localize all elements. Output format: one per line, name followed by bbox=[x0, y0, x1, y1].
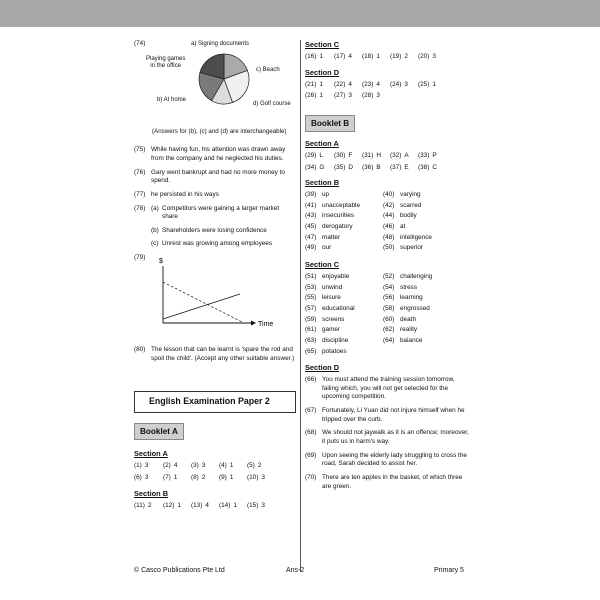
answer-text: We should not jaywalk as it is an offence; moreover, it puts us in harm's way. bbox=[322, 429, 469, 445]
answer-cell bbox=[305, 81, 334, 90]
answer-word: screens bbox=[322, 315, 345, 323]
answer-cell bbox=[134, 474, 163, 483]
footer-copyright: © Casco Publications Pte Ltd bbox=[134, 567, 225, 574]
booklet-b-section-a-answers bbox=[305, 152, 469, 172]
sentence-answer bbox=[305, 452, 469, 469]
section-a-title: Section A bbox=[134, 449, 168, 459]
question-number: (55) bbox=[305, 294, 317, 302]
booklet-b-header: Booklet B bbox=[305, 115, 355, 132]
answer-word: unwind bbox=[322, 283, 343, 291]
booklet-b bbox=[305, 115, 469, 491]
word-answer bbox=[383, 223, 469, 232]
question-number: (79) bbox=[134, 254, 146, 262]
answer-value: H bbox=[376, 151, 381, 159]
answer-value: 3 bbox=[376, 92, 380, 100]
answer-cell bbox=[418, 81, 446, 90]
word-answer bbox=[305, 191, 383, 200]
question-number: (40) bbox=[383, 191, 395, 199]
question-number: (48) bbox=[383, 233, 395, 241]
answer-cell bbox=[334, 92, 362, 101]
answer-80 bbox=[134, 346, 296, 363]
question-number: (24) bbox=[390, 80, 402, 88]
section-a-title: Section A bbox=[305, 138, 339, 148]
answer-row bbox=[305, 53, 469, 62]
answer-cell bbox=[334, 164, 362, 173]
answer-word: challenging bbox=[400, 273, 433, 281]
line-graph bbox=[154, 254, 299, 344]
question-number: (64) bbox=[383, 336, 395, 344]
footer-page-number: Ans-2 bbox=[286, 567, 305, 574]
answer-value: 1 bbox=[319, 92, 323, 100]
booklet-b-section-b-answers bbox=[305, 191, 469, 253]
word-answer bbox=[305, 294, 383, 303]
question-number: (57) bbox=[305, 304, 317, 312]
word-answer bbox=[383, 191, 469, 200]
answer-cell bbox=[305, 53, 334, 62]
answer-value: D bbox=[348, 163, 353, 171]
question-number: (39) bbox=[305, 191, 317, 199]
booklet-a-header: Booklet A bbox=[134, 423, 184, 440]
answer-word: potatoes bbox=[322, 347, 347, 355]
part-letter: (a) bbox=[151, 204, 159, 212]
question-number: (5) bbox=[247, 462, 255, 470]
answer-value: 1 bbox=[229, 462, 234, 470]
graph-y-label: $ bbox=[159, 258, 163, 266]
pie-note: (Answers for (b), (c) and (d) are interchangeable) bbox=[152, 128, 287, 135]
answer-text: There are ten apples in the basket, of which three are green. bbox=[322, 473, 463, 490]
answer-word: superior bbox=[400, 244, 424, 252]
answer-78 bbox=[134, 205, 296, 250]
word-answer bbox=[305, 348, 383, 357]
answer-value: B bbox=[376, 163, 381, 171]
section-d-title: Section D bbox=[305, 67, 340, 77]
answer-word: varying bbox=[400, 191, 421, 199]
word-answer bbox=[383, 305, 469, 314]
question-number: (16) bbox=[305, 52, 317, 60]
question-number: (9) bbox=[219, 474, 227, 482]
answer-text: You must attend the training session tomorrow, failing which, you will not get selected for the upcoming competition. bbox=[322, 376, 455, 401]
answer-value: 1 bbox=[319, 80, 323, 88]
question-number: (32) bbox=[390, 151, 402, 159]
answer-row bbox=[305, 164, 469, 173]
part-text: Unrest was growing among employees bbox=[162, 240, 273, 248]
question-number: (56) bbox=[383, 294, 395, 302]
answer-row bbox=[134, 502, 296, 511]
answer-cell bbox=[134, 462, 163, 471]
answer-value: 1 bbox=[319, 52, 323, 60]
word-answer bbox=[305, 326, 383, 335]
question-number: (41) bbox=[305, 201, 317, 209]
word-answer bbox=[383, 244, 469, 253]
answer-list-75-77 bbox=[134, 146, 296, 199]
answer-cell bbox=[247, 502, 275, 511]
word-answer bbox=[305, 244, 383, 253]
answer-value: 3 bbox=[404, 80, 408, 88]
answer-cell bbox=[163, 462, 191, 471]
answer-cell bbox=[219, 502, 247, 511]
answer-cell bbox=[418, 53, 446, 62]
question-number: (53) bbox=[305, 283, 317, 291]
answer-item bbox=[134, 169, 296, 186]
section-b-title: Section B bbox=[134, 488, 169, 498]
answer-value: 1 bbox=[233, 501, 237, 509]
answer-word: up bbox=[322, 191, 330, 199]
word-answer bbox=[305, 316, 383, 325]
answer-word: enjoyable bbox=[322, 273, 350, 281]
graph-x-label: Time bbox=[258, 321, 274, 329]
pie-label-home: b) At home bbox=[157, 97, 187, 103]
answer-value: 3 bbox=[144, 462, 149, 470]
question-number: (21) bbox=[305, 80, 317, 88]
question-number: (11) bbox=[134, 501, 145, 509]
question-number: (35) bbox=[334, 163, 346, 171]
question-number: (44) bbox=[383, 212, 395, 220]
answer-value: 4 bbox=[376, 80, 380, 88]
question-number: (63) bbox=[305, 336, 317, 344]
word-answer bbox=[305, 305, 383, 314]
question-number: (78) bbox=[134, 204, 146, 212]
word-answer bbox=[383, 316, 469, 325]
pie-chart-answer bbox=[134, 40, 296, 124]
answer-cell bbox=[362, 152, 390, 161]
section-c-title: Section C bbox=[305, 40, 340, 49]
booklet-a-left bbox=[134, 423, 296, 510]
sentence-answer bbox=[305, 429, 469, 446]
answer-cell bbox=[390, 81, 418, 90]
answer-word: learning bbox=[400, 294, 423, 302]
pie-chart bbox=[197, 52, 251, 106]
question-number: (20) bbox=[418, 52, 430, 60]
answer-text: he persisted in his ways bbox=[151, 190, 219, 198]
graph-x-arrow bbox=[251, 321, 256, 326]
question-number: (70) bbox=[305, 473, 317, 481]
word-answer bbox=[305, 234, 383, 243]
question-number: (34) bbox=[305, 163, 317, 171]
answer-word: our bbox=[322, 244, 332, 252]
answer-cell bbox=[247, 474, 275, 483]
sentence-answer bbox=[305, 407, 469, 424]
answer-text: Gary went bankrupt and had no more money to spend. bbox=[151, 168, 285, 185]
answer-cell bbox=[362, 81, 390, 90]
question-number: (8) bbox=[191, 474, 199, 482]
question-number: (43) bbox=[305, 212, 317, 220]
answer-row bbox=[305, 92, 469, 101]
question-number: (6) bbox=[134, 474, 142, 482]
column-divider bbox=[300, 40, 301, 572]
answer-value: E bbox=[404, 163, 409, 171]
answer-text: Upon seeing the elderly lady struggling to cross the road, Sarah decided to assist her. bbox=[322, 451, 467, 468]
word-answer bbox=[305, 273, 383, 282]
pie-label-playing-line1: Playing games bbox=[146, 56, 186, 62]
graph-decreasing-line bbox=[163, 282, 242, 322]
answer-cell bbox=[362, 164, 390, 173]
question-number: (76) bbox=[134, 168, 146, 176]
answer-row bbox=[134, 462, 296, 471]
answer-value: G bbox=[319, 163, 325, 171]
booklet-b-section-d-answers bbox=[305, 376, 469, 491]
answer-cell bbox=[191, 502, 219, 511]
line-graph-answer bbox=[134, 254, 296, 346]
answer-word: gamer bbox=[322, 326, 341, 334]
answer-word: educational bbox=[322, 304, 355, 312]
section-b-title: Section B bbox=[305, 178, 340, 188]
question-number: (36) bbox=[362, 163, 374, 171]
part-text: Shareholders were losing confidence bbox=[162, 226, 267, 234]
part-text: Competitors were gaining a larger market share bbox=[162, 204, 280, 221]
question-number: (28) bbox=[362, 92, 374, 100]
question-number: (37) bbox=[390, 163, 402, 171]
answer-cell bbox=[247, 462, 275, 471]
answer-cell bbox=[305, 92, 334, 101]
question-number: (75) bbox=[134, 146, 146, 154]
question-number: (54) bbox=[383, 283, 395, 291]
word-answer bbox=[383, 202, 469, 211]
answer-cell bbox=[390, 152, 418, 161]
answer-value: 1 bbox=[376, 52, 380, 60]
answer-value: 4 bbox=[205, 501, 209, 509]
pie-label-signing: a) Signing documents bbox=[191, 41, 250, 47]
answer-cell bbox=[390, 164, 418, 173]
question-number: (50) bbox=[383, 244, 395, 252]
word-answer bbox=[305, 212, 383, 221]
answer-word: discipline bbox=[322, 336, 349, 344]
section-c-title: Section C bbox=[305, 260, 340, 270]
answer-row bbox=[134, 474, 296, 483]
answer-value: 4 bbox=[173, 462, 178, 470]
sentence-answer bbox=[305, 474, 469, 491]
page-header-bar bbox=[0, 0, 600, 27]
question-number: (30) bbox=[334, 151, 346, 159]
answer-value: 1 bbox=[432, 80, 436, 88]
left-column bbox=[134, 40, 296, 513]
question-number: (66) bbox=[305, 376, 317, 384]
question-number: (45) bbox=[305, 223, 317, 231]
question-number: (31) bbox=[362, 151, 374, 159]
pie-label-golf: d) Golf course bbox=[253, 101, 291, 107]
word-answer bbox=[383, 326, 469, 335]
booklet-b-section-c-answers bbox=[305, 273, 469, 356]
question-number: (18) bbox=[362, 52, 374, 60]
answer-row bbox=[305, 81, 469, 90]
part-letter: (b) bbox=[151, 226, 159, 234]
answer-cell bbox=[305, 164, 334, 173]
answer-text: The lesson that can be learnt is 'spare the rod and spoil the child'. (Accept any other suitable answer.) bbox=[151, 346, 295, 362]
answer-value: 1 bbox=[229, 474, 234, 482]
answer-value: 4 bbox=[348, 52, 352, 60]
answer-word: leisure bbox=[322, 294, 341, 302]
answer-value: 3 bbox=[201, 462, 206, 470]
question-number: (7) bbox=[163, 474, 171, 482]
paper-title: English Examination Paper 2 bbox=[134, 391, 296, 413]
answer-cell bbox=[334, 81, 362, 90]
booklet-a-section-a-answers bbox=[134, 462, 296, 482]
word-answer bbox=[383, 212, 469, 221]
answer-value: 2 bbox=[201, 474, 206, 482]
answer-word: unacceptable bbox=[322, 201, 361, 209]
answer-value: A bbox=[404, 151, 409, 159]
right-column bbox=[305, 40, 469, 496]
answer-word: stress bbox=[400, 283, 418, 291]
sentence-answer bbox=[305, 376, 469, 402]
question-number: (29) bbox=[305, 151, 317, 159]
answer-word: derogatory bbox=[322, 223, 353, 231]
question-number: (27) bbox=[334, 92, 346, 100]
answer-word: bodily bbox=[400, 212, 417, 220]
word-answer bbox=[305, 284, 383, 293]
answer-value: 1 bbox=[177, 501, 181, 509]
question-number: (23) bbox=[362, 80, 374, 88]
answer-value: 3 bbox=[432, 52, 436, 60]
part-letter: (c) bbox=[151, 240, 159, 248]
answer-cell bbox=[334, 152, 362, 161]
answer-text: While having fun, his attention was drawn away from the company and he neglected his duties. bbox=[151, 146, 286, 162]
answer-word: balance bbox=[400, 336, 423, 344]
word-answer bbox=[305, 202, 383, 211]
answer-word: death bbox=[400, 315, 416, 323]
word-answer bbox=[383, 337, 469, 346]
answer-value: 1 bbox=[173, 474, 178, 482]
word-answer bbox=[383, 294, 469, 303]
question-number: (17) bbox=[334, 52, 346, 60]
question-number: (46) bbox=[383, 223, 395, 231]
answer-word: matter bbox=[322, 233, 341, 241]
answer-value: 2 bbox=[404, 52, 408, 60]
question-number: (10) bbox=[247, 474, 259, 482]
answer-value: 2 bbox=[257, 462, 262, 470]
question-number: (25) bbox=[418, 80, 430, 88]
word-answer bbox=[383, 234, 469, 243]
answer-cell bbox=[418, 164, 446, 173]
question-number: (12) bbox=[163, 501, 175, 509]
answer-text: Fortunately, Li Yuan did not injure himself when he tripped over the curb. bbox=[322, 407, 465, 423]
answer-value: 4 bbox=[348, 80, 352, 88]
answer-item bbox=[134, 146, 296, 163]
question-number: (68) bbox=[305, 429, 317, 437]
question-number: (62) bbox=[383, 326, 395, 334]
question-number: (60) bbox=[383, 315, 395, 323]
answer-cell bbox=[305, 152, 334, 161]
answer-word: reality bbox=[400, 326, 418, 334]
section-d-title: Section D bbox=[305, 363, 340, 373]
answer-value: 3 bbox=[261, 474, 265, 482]
answer-word: at bbox=[400, 223, 406, 231]
question-number: (3) bbox=[191, 462, 199, 470]
question-number: (52) bbox=[383, 273, 395, 281]
answer-cell bbox=[191, 462, 219, 471]
word-answer bbox=[383, 284, 469, 293]
answer-cell bbox=[163, 502, 191, 511]
booklet-a-section-c-answers bbox=[305, 53, 469, 62]
answer-cell bbox=[362, 53, 390, 62]
question-number: (2) bbox=[163, 462, 171, 470]
question-number: (47) bbox=[305, 233, 317, 241]
answer-cell bbox=[334, 53, 362, 62]
question-number: (59) bbox=[305, 315, 317, 323]
answer-cell bbox=[134, 502, 163, 511]
question-number: (67) bbox=[305, 407, 317, 415]
question-number: (4) bbox=[219, 462, 227, 470]
question-number: (49) bbox=[305, 244, 317, 252]
answer-cell bbox=[191, 474, 219, 483]
answer-value: P bbox=[432, 151, 437, 159]
question-number: (22) bbox=[334, 80, 346, 88]
answer-cell bbox=[362, 92, 390, 101]
pie-label-beach: c) Beach bbox=[256, 67, 280, 73]
pie-label-playing-line2: in the office bbox=[150, 63, 181, 70]
word-answer bbox=[305, 337, 383, 346]
question-number: (51) bbox=[305, 273, 317, 281]
answer-cell bbox=[390, 53, 418, 62]
question-number: (65) bbox=[305, 347, 317, 355]
question-number: (69) bbox=[305, 451, 317, 459]
answer-value: 2 bbox=[147, 501, 152, 509]
answer-word: insecurities bbox=[322, 212, 354, 220]
answer-word: engrossed bbox=[400, 304, 430, 312]
question-number: (26) bbox=[305, 92, 317, 100]
answer-value: C bbox=[432, 163, 437, 171]
question-number: (13) bbox=[191, 501, 203, 509]
question-number: (77) bbox=[134, 190, 146, 198]
answer-cell bbox=[219, 474, 247, 483]
answer-cell bbox=[219, 462, 247, 471]
question-number: (80) bbox=[134, 346, 146, 354]
booklet-a-section-b-answers bbox=[134, 502, 296, 511]
footer-level: Primary 5 bbox=[434, 567, 464, 574]
question-number: (1) bbox=[134, 462, 142, 470]
question-number: (58) bbox=[383, 304, 395, 312]
question-number: (14) bbox=[219, 501, 231, 509]
answer-value: L bbox=[319, 151, 323, 159]
answer-cell bbox=[163, 474, 191, 483]
word-answer bbox=[383, 273, 469, 282]
question-number: (74) bbox=[134, 40, 146, 47]
answer-value: 3 bbox=[261, 501, 265, 509]
booklet-a-section-d-answers bbox=[305, 81, 469, 101]
question-number: (61) bbox=[305, 326, 317, 334]
pie-label-playing bbox=[146, 56, 185, 70]
answer-word: intelligence bbox=[400, 233, 432, 241]
question-number: (15) bbox=[247, 501, 259, 509]
word-answer bbox=[305, 223, 383, 232]
question-number: (33) bbox=[418, 151, 430, 159]
answer-item bbox=[134, 191, 296, 200]
answer-value: 3 bbox=[144, 474, 149, 482]
question-number: (19) bbox=[390, 52, 402, 60]
answer-row bbox=[305, 152, 469, 161]
answer-cell bbox=[418, 152, 446, 161]
question-number: (38) bbox=[418, 163, 430, 171]
answer-word: scarred bbox=[400, 201, 422, 209]
answer-value: F bbox=[348, 151, 353, 159]
answer-value: 3 bbox=[348, 92, 352, 100]
question-number: (42) bbox=[383, 201, 395, 209]
